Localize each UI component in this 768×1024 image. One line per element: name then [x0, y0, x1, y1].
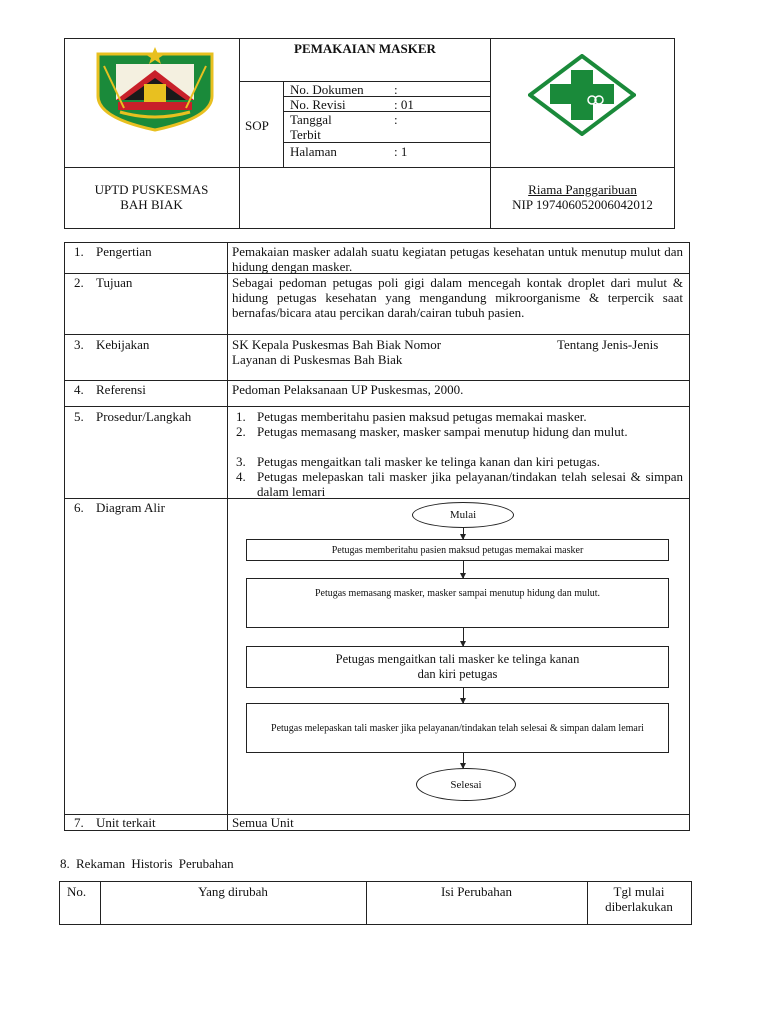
flow-step-2: Petugas memasang masker, masker sampai menutup hidung dan mulut.: [246, 578, 669, 628]
step-3-num: 3.: [236, 454, 246, 469]
row-unit-num: 7.: [74, 815, 84, 830]
step-4-num: 4.: [236, 469, 246, 484]
row-pengertian-text: Pemakaian masker adalah suatu kegiatan petugas kesehatan untuk menutup mulut dan hidung dengan masker.: [232, 244, 683, 274]
row-tujuan-text: Sebagai pedoman petugas poli gigi dalam mencegah kontak droplet dari mulut & hidung petugas kesehatan yang mengandung mikroorganisme & terpercik saat bernafas/bicara atau percikan darah/cairan tubuh pasien.: [232, 275, 683, 320]
step-1-num: 1.: [236, 409, 246, 424]
flow-step-3: Petugas mengaitkan tali masker ke telinga kanan dan kiri petugas: [246, 646, 669, 688]
row-prosedur-label: Prosedur/Langkah: [96, 409, 192, 424]
row-tujuan-label: Tujuan: [96, 275, 133, 290]
row-pengertian-label: Pengertian: [96, 244, 152, 259]
sop-label: SOP: [245, 118, 269, 133]
row-referensi-text: Pedoman Pelaksanaan UP Puskesmas, 2000.: [232, 382, 464, 397]
row-kebijakan-text-a: SK Kepala Puskesmas Bah Biak Nomor: [232, 337, 442, 352]
signer-nip: NIP 197406052006042012: [512, 197, 653, 212]
row-kebijakan-text-b: Tentang Jenis-Jenis: [557, 337, 659, 352]
meta-date-label2: Terbit: [290, 127, 321, 142]
flow-arrow-4: [463, 688, 464, 703]
step-3-text: Petugas mengaitkan tali masker ke telinga kanan dan kiri petugas.: [257, 454, 600, 469]
flow-arrow-2: [463, 561, 464, 578]
meta-doc-label: No. Dokumen: [290, 82, 364, 97]
history-col-date-2: diberlakukan: [605, 899, 673, 914]
row-diagram-num: 6.: [74, 500, 84, 515]
row-unit-text: Semua Unit: [232, 815, 294, 830]
step-2-num: 2.: [236, 424, 246, 439]
puskesmas-logo: [528, 54, 636, 136]
step-1-text: Petugas memberitahu pasien maksud petugas memakai masker.: [257, 409, 587, 424]
row-kebijakan-text-c: Layanan di Puskesmas Bah Biak: [232, 352, 403, 367]
row-referensi-label: Referensi: [96, 382, 146, 397]
flow-end: Selesai: [416, 768, 516, 801]
sop-title: PEMAKAIAN MASKER: [294, 41, 436, 56]
flow-step-1: Petugas memberitahu pasien maksud petugas memakai masker: [246, 539, 669, 561]
org-name-line2: BAH BIAK: [120, 197, 183, 212]
history-col-content: Isi Perubahan: [440, 884, 513, 899]
step-4-text: Petugas melepaskan tali masker jika pelayanan/tindakan telah selesai & simpan dalam lemari: [257, 469, 683, 499]
flow-arrow-5: [463, 753, 464, 768]
flow-arrow-3: [463, 628, 464, 646]
signer-name: Riama Panggaribuan: [528, 182, 637, 197]
history-col-changed: Yang dirubah: [198, 884, 268, 899]
flow-start: Mulai: [412, 502, 514, 528]
row-diagram-label: Diagram Alir: [96, 500, 165, 515]
step-2-text: Petugas memasang masker, masker sampai menutup hidung dan mulut.: [257, 424, 628, 439]
history-title: 8. Rekaman Historis Perubahan: [60, 856, 234, 871]
row-prosedur-num: 5.: [74, 409, 84, 424]
meta-date-label: Tanggal: [290, 112, 332, 127]
history-col-no: No.: [67, 884, 87, 899]
org-name-line1: UPTD PUSKESMAS: [94, 182, 209, 197]
row-pengertian-num: 1.: [74, 244, 84, 259]
row-tujuan-num: 2.: [74, 275, 84, 290]
meta-page-value: : 1: [394, 144, 408, 159]
row-referensi-num: 4.: [74, 382, 84, 397]
meta-rev-label: No. Revisi: [290, 97, 346, 112]
meta-date-value: :: [394, 112, 398, 127]
history-col-date-1: Tgl mulai: [613, 884, 665, 899]
meta-page-label: Halaman: [290, 144, 337, 159]
row-unit-label: Unit terkait: [96, 815, 156, 830]
flow-arrow-1: [463, 528, 464, 539]
meta-rev-value: : 01: [394, 97, 414, 112]
flow-step-4: Petugas melepaskan tali masker jika pelayanan/tindakan telah selesai & simpan dalam lemari: [246, 703, 669, 753]
row-kebijakan-num: 3.: [74, 337, 84, 352]
row-kebijakan-label: Kebijakan: [96, 337, 150, 352]
regency-logo: [94, 46, 216, 132]
meta-doc-value: :: [394, 82, 398, 97]
